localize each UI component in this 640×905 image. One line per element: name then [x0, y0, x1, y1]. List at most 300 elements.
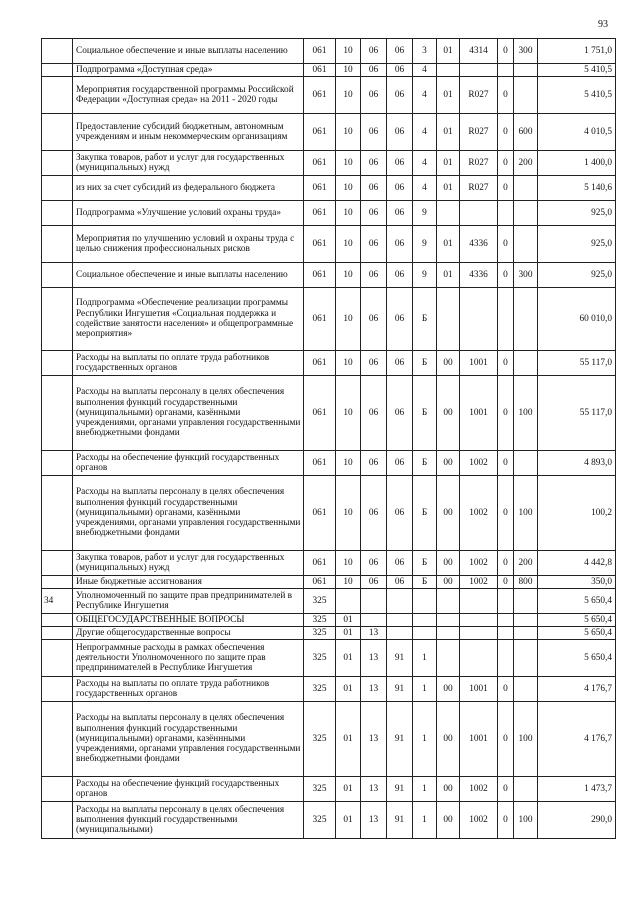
direction-suffix-cell: 0	[498, 802, 514, 839]
section-code-cell: 01	[336, 702, 361, 777]
expense-name-cell: Расходы на обеспечение функций государственных органов	[73, 451, 304, 476]
direction-suffix-cell: 0	[498, 39, 514, 64]
expense-name-cell: Предоставление субсидий бюджетным, автономным учреждениям и иным некоммерческим организациям	[73, 114, 304, 151]
department-code-cell: 061	[304, 351, 336, 376]
event-code-cell: 00	[437, 777, 460, 802]
table-row	[42, 614, 616, 627]
row-number-cell	[42, 802, 73, 839]
expense-name-cell: ОБЩЕГОСУДАРСТВЕННЫЕ ВОПРОСЫ	[73, 614, 304, 627]
direction-code-cell: 1001	[460, 351, 498, 376]
expense-name-cell: Расходы на выплаты персоналу в целях обеспечения выполнения функций государственными (муниципальными) органами, казёнными учреждениями, органами управления государственными внебюджетными фондами	[73, 376, 304, 451]
page-number: 93	[598, 19, 608, 30]
section-code-cell: 01	[336, 802, 361, 839]
table-row	[42, 640, 616, 677]
event-code-cell: 00	[437, 677, 460, 702]
subprogram-code-cell: Б	[413, 376, 437, 451]
program-code-cell: 06	[387, 176, 413, 201]
budget-table	[41, 38, 616, 839]
department-code-cell: 061	[304, 376, 336, 451]
expense-type-code-cell: 100	[514, 702, 538, 777]
row-number-cell	[42, 77, 73, 114]
department-code-cell: 061	[304, 64, 336, 77]
direction-suffix-cell: 0	[498, 114, 514, 151]
expense-type-code-cell: 100	[514, 802, 538, 839]
subprogram-code-cell	[413, 614, 437, 627]
subsection-code-cell: 06	[361, 263, 387, 288]
event-code-cell: 01	[437, 114, 460, 151]
section-code-cell: 01	[336, 627, 361, 640]
subsection-code-cell: 06	[361, 376, 387, 451]
program-code-cell: 06	[387, 263, 413, 288]
expense-type-code-cell: 200	[514, 551, 538, 576]
expense-name-cell: Расходы на выплаты персоналу в целях обеспечения выполнения функций государственными (муниципальными)	[73, 802, 304, 839]
amount-cell: 100,2	[538, 476, 616, 551]
department-code-cell: 325	[304, 614, 336, 627]
amount-cell: 5 410,5	[538, 77, 616, 114]
direction-code-cell: R027	[460, 176, 498, 201]
subprogram-code-cell: 4	[413, 151, 437, 176]
subsection-code-cell: 06	[361, 114, 387, 151]
subsection-code-cell: 06	[361, 201, 387, 226]
subsection-code-cell: 13	[361, 777, 387, 802]
subprogram-code-cell: 9	[413, 263, 437, 288]
expense-name-cell: Подпрограмма «Обеспечение реализации программы Республики Ингушетия «Социальная поддержка и содействие занятости населения» и общепрограммные мероприятия»	[73, 288, 304, 351]
program-code-cell: 06	[387, 201, 413, 226]
subsection-code-cell: 06	[361, 39, 387, 64]
row-number-cell	[42, 677, 73, 702]
expense-type-code-cell	[514, 288, 538, 351]
subprogram-code-cell: 1	[413, 677, 437, 702]
section-code-cell: 10	[336, 114, 361, 151]
table-row	[42, 288, 616, 351]
subprogram-code-cell	[413, 589, 437, 614]
direction-suffix-cell: 0	[498, 677, 514, 702]
subsection-code-cell: 06	[361, 476, 387, 551]
department-code-cell: 061	[304, 226, 336, 263]
table-row	[42, 77, 616, 114]
row-number-cell	[42, 263, 73, 288]
expense-name-cell: Уполномоченный по защите прав предпринимателей в Республике Ингушетия	[73, 589, 304, 614]
expense-name-cell: Закупка товаров, работ и услуг для государственных (муниципальных) нужд	[73, 551, 304, 576]
event-code-cell	[437, 640, 460, 677]
subprogram-code-cell: 4	[413, 176, 437, 201]
table-row	[42, 201, 616, 226]
subprogram-code-cell: 4	[413, 77, 437, 114]
subsection-code-cell: 06	[361, 151, 387, 176]
expense-type-code-cell: 300	[514, 39, 538, 64]
department-code-cell: 061	[304, 77, 336, 114]
program-code-cell: 06	[387, 151, 413, 176]
expense-type-code-cell	[514, 351, 538, 376]
row-number-cell: 34	[42, 589, 73, 614]
direction-code-cell: R027	[460, 151, 498, 176]
direction-code-cell: 1002	[460, 802, 498, 839]
amount-cell: 925,0	[538, 201, 616, 226]
table-row	[42, 702, 616, 777]
subprogram-code-cell: 9	[413, 201, 437, 226]
amount-cell: 1 473,7	[538, 777, 616, 802]
table-row	[42, 576, 616, 589]
event-code-cell	[437, 589, 460, 614]
expense-type-code-cell: 300	[514, 263, 538, 288]
subprogram-code-cell: Б	[413, 576, 437, 589]
direction-code-cell: 1001	[460, 702, 498, 777]
section-code-cell: 10	[336, 263, 361, 288]
department-code-cell: 061	[304, 176, 336, 201]
program-code-cell: 91	[387, 702, 413, 777]
program-code-cell: 06	[387, 576, 413, 589]
direction-code-cell	[460, 627, 498, 640]
subprogram-code-cell: 4	[413, 114, 437, 151]
subprogram-code-cell	[413, 627, 437, 640]
event-code-cell: 00	[437, 476, 460, 551]
subsection-code-cell: 13	[361, 677, 387, 702]
direction-code-cell: 4336	[460, 263, 498, 288]
direction-code-cell: R027	[460, 114, 498, 151]
expense-name-cell: Непрограммные расходы в рамках обеспечения деятельности Уполномоченного по защите прав предпринимателей в Республике Ингушетия	[73, 640, 304, 677]
event-code-cell	[437, 614, 460, 627]
department-code-cell: 325	[304, 589, 336, 614]
subsection-code-cell: 06	[361, 451, 387, 476]
subsection-code-cell: 13	[361, 627, 387, 640]
amount-cell: 4 893,0	[538, 451, 616, 476]
program-code-cell	[387, 589, 413, 614]
direction-suffix-cell: 0	[498, 551, 514, 576]
department-code-cell: 061	[304, 476, 336, 551]
section-code-cell: 01	[336, 677, 361, 702]
direction-suffix-cell: 0	[498, 777, 514, 802]
table-row	[42, 627, 616, 640]
section-code-cell: 10	[336, 151, 361, 176]
event-code-cell: 01	[437, 263, 460, 288]
expense-type-code-cell	[514, 77, 538, 114]
amount-cell: 350,0	[538, 576, 616, 589]
expense-type-code-cell: 800	[514, 576, 538, 589]
direction-code-cell: 1001	[460, 376, 498, 451]
row-number-cell	[42, 476, 73, 551]
expense-type-code-cell: 100	[514, 476, 538, 551]
direction-suffix-cell: 0	[498, 702, 514, 777]
direction-code-cell: 4336	[460, 226, 498, 263]
program-code-cell: 06	[387, 288, 413, 351]
expense-type-code-cell	[514, 176, 538, 201]
row-number-cell	[42, 226, 73, 263]
subsection-code-cell: 13	[361, 802, 387, 839]
table-row	[42, 777, 616, 802]
direction-suffix-cell	[498, 614, 514, 627]
direction-suffix-cell: 0	[498, 263, 514, 288]
subsection-code-cell: 06	[361, 551, 387, 576]
direction-code-cell	[460, 64, 498, 77]
department-code-cell: 061	[304, 114, 336, 151]
direction-code-cell: 1002	[460, 451, 498, 476]
expense-type-code-cell: 100	[514, 376, 538, 451]
event-code-cell: 01	[437, 226, 460, 263]
section-code-cell: 10	[336, 64, 361, 77]
direction-suffix-cell: 0	[498, 77, 514, 114]
table-row	[42, 263, 616, 288]
subprogram-code-cell: Б	[413, 551, 437, 576]
table-row	[42, 351, 616, 376]
expense-type-code-cell	[514, 64, 538, 77]
event-code-cell: 00	[437, 702, 460, 777]
expense-name-cell: Мероприятия по улучшению условий и охраны труда с целью снижения профессиональных рисков	[73, 226, 304, 263]
expense-type-code-cell: 200	[514, 151, 538, 176]
row-number-cell	[42, 201, 73, 226]
direction-code-cell: 1002	[460, 551, 498, 576]
event-code-cell: 00	[437, 451, 460, 476]
expense-type-code-cell	[514, 226, 538, 263]
subsection-code-cell: 06	[361, 64, 387, 77]
direction-suffix-cell: 0	[498, 476, 514, 551]
event-code-cell: 00	[437, 351, 460, 376]
direction-suffix-cell: 0	[498, 451, 514, 476]
subprogram-code-cell: 4	[413, 64, 437, 77]
row-number-cell	[42, 151, 73, 176]
row-number-cell	[42, 288, 73, 351]
program-code-cell	[387, 627, 413, 640]
subprogram-code-cell: Б	[413, 451, 437, 476]
amount-cell: 5 140,6	[538, 176, 616, 201]
event-code-cell	[437, 288, 460, 351]
row-number-cell	[42, 451, 73, 476]
amount-cell: 4 176,7	[538, 702, 616, 777]
direction-suffix-cell	[498, 589, 514, 614]
table-row	[42, 451, 616, 476]
subsection-code-cell: 06	[361, 77, 387, 114]
direction-code-cell	[460, 288, 498, 351]
direction-suffix-cell: 0	[498, 176, 514, 201]
program-code-cell: 06	[387, 451, 413, 476]
row-number-cell	[42, 39, 73, 64]
direction-suffix-cell	[498, 640, 514, 677]
subsection-code-cell: 06	[361, 226, 387, 263]
event-code-cell	[437, 627, 460, 640]
event-code-cell: 00	[437, 551, 460, 576]
section-code-cell: 10	[336, 476, 361, 551]
department-code-cell: 061	[304, 201, 336, 226]
subsection-code-cell: 13	[361, 640, 387, 677]
event-code-cell: 01	[437, 77, 460, 114]
department-code-cell: 061	[304, 288, 336, 351]
amount-cell: 55 117,0	[538, 376, 616, 451]
direction-suffix-cell: 0	[498, 351, 514, 376]
direction-code-cell: 1002	[460, 777, 498, 802]
program-code-cell: 06	[387, 226, 413, 263]
expense-name-cell: Социальное обеспечение и иные выплаты населению	[73, 263, 304, 288]
subprogram-code-cell: Б	[413, 476, 437, 551]
program-code-cell: 91	[387, 640, 413, 677]
expense-type-code-cell	[514, 589, 538, 614]
section-code-cell: 01	[336, 777, 361, 802]
subprogram-code-cell: Б	[413, 288, 437, 351]
subsection-code-cell: 06	[361, 576, 387, 589]
subsection-code-cell: 06	[361, 176, 387, 201]
program-code-cell: 06	[387, 376, 413, 451]
expense-name-cell: Подпрограмма «Улучшение условий охраны труда»	[73, 201, 304, 226]
event-code-cell: 00	[437, 802, 460, 839]
section-code-cell: 10	[336, 77, 361, 114]
expense-type-code-cell	[514, 640, 538, 677]
program-code-cell: 06	[387, 551, 413, 576]
program-code-cell: 06	[387, 351, 413, 376]
event-code-cell: 00	[437, 576, 460, 589]
direction-suffix-cell: 0	[498, 226, 514, 263]
subprogram-code-cell: Б	[413, 351, 437, 376]
row-number-cell	[42, 351, 73, 376]
section-code-cell: 10	[336, 451, 361, 476]
direction-suffix-cell: 0	[498, 151, 514, 176]
department-code-cell: 061	[304, 451, 336, 476]
direction-code-cell: 1002	[460, 476, 498, 551]
table-row	[42, 802, 616, 839]
department-code-cell: 325	[304, 677, 336, 702]
amount-cell: 4 442,8	[538, 551, 616, 576]
section-code-cell: 10	[336, 576, 361, 589]
program-code-cell: 06	[387, 476, 413, 551]
section-code-cell: 10	[336, 226, 361, 263]
subsection-code-cell: 06	[361, 351, 387, 376]
table-row	[42, 39, 616, 64]
program-code-cell: 06	[387, 114, 413, 151]
subsection-code-cell: 13	[361, 702, 387, 777]
table-row	[42, 64, 616, 77]
expense-type-code-cell: 600	[514, 114, 538, 151]
direction-suffix-cell: 0	[498, 576, 514, 589]
expense-name-cell: из них за счет субсидий из федерального бюджета	[73, 176, 304, 201]
row-number-cell	[42, 640, 73, 677]
expense-type-code-cell	[514, 777, 538, 802]
program-code-cell: 06	[387, 77, 413, 114]
department-code-cell: 325	[304, 640, 336, 677]
amount-cell: 4 176,7	[538, 677, 616, 702]
event-code-cell: 01	[437, 151, 460, 176]
direction-suffix-cell	[498, 288, 514, 351]
subprogram-code-cell: 1	[413, 702, 437, 777]
amount-cell: 5 410,5	[538, 64, 616, 77]
event-code-cell: 00	[437, 376, 460, 451]
subprogram-code-cell: 1	[413, 640, 437, 677]
table-row	[42, 677, 616, 702]
expense-name-cell: Социальное обеспечение и иные выплаты населению	[73, 39, 304, 64]
table-row	[42, 176, 616, 201]
subprogram-code-cell: 9	[413, 226, 437, 263]
section-code-cell: 10	[336, 201, 361, 226]
row-number-cell	[42, 576, 73, 589]
section-code-cell: 10	[336, 351, 361, 376]
expense-type-code-cell	[514, 677, 538, 702]
subsection-code-cell: 06	[361, 288, 387, 351]
amount-cell: 925,0	[538, 263, 616, 288]
row-number-cell	[42, 627, 73, 640]
table-row	[42, 151, 616, 176]
program-code-cell: 06	[387, 39, 413, 64]
direction-code-cell: 4314	[460, 39, 498, 64]
row-number-cell	[42, 551, 73, 576]
table-row	[42, 476, 616, 551]
table-row	[42, 226, 616, 263]
direction-code-cell: 1001	[460, 677, 498, 702]
amount-cell: 290,0	[538, 802, 616, 839]
expense-name-cell: Другие общегосударственные вопросы	[73, 627, 304, 640]
direction-suffix-cell	[498, 64, 514, 77]
expense-name-cell: Закупка товаров, работ и услуг для государственных (муниципальных) нужд	[73, 151, 304, 176]
row-number-cell	[42, 702, 73, 777]
row-number-cell	[42, 64, 73, 77]
amount-cell: 1 400,0	[538, 151, 616, 176]
section-code-cell: 01	[336, 640, 361, 677]
department-code-cell: 325	[304, 802, 336, 839]
amount-cell: 925,0	[538, 226, 616, 263]
department-code-cell: 325	[304, 627, 336, 640]
amount-cell: 55 117,0	[538, 351, 616, 376]
expense-name-cell: Подпрограмма «Доступная среда»	[73, 64, 304, 77]
expense-name-cell: Иные бюджетные ассигнования	[73, 576, 304, 589]
event-code-cell: 01	[437, 39, 460, 64]
section-code-cell	[336, 589, 361, 614]
amount-cell: 5 650,4	[538, 614, 616, 627]
department-code-cell: 061	[304, 576, 336, 589]
expense-name-cell: Расходы на обеспечение функций государственных органов	[73, 777, 304, 802]
row-number-cell	[42, 777, 73, 802]
row-number-cell	[42, 614, 73, 627]
direction-suffix-cell	[498, 627, 514, 640]
expense-name-cell: Расходы на выплаты персоналу в целях обеспечения выполнения функций государственными (муниципальными) органами, казённными учреждениями, органами управления государственными внебюджетными фондами	[73, 702, 304, 777]
event-code-cell: 01	[437, 176, 460, 201]
section-code-cell: 10	[336, 551, 361, 576]
section-code-cell: 01	[336, 614, 361, 627]
row-number-cell	[42, 176, 73, 201]
amount-cell: 5 650,4	[538, 627, 616, 640]
direction-code-cell: 1002	[460, 576, 498, 589]
amount-cell: 5 650,4	[538, 589, 616, 614]
table-row	[42, 551, 616, 576]
amount-cell: 4 010,5	[538, 114, 616, 151]
subprogram-code-cell: 1	[413, 777, 437, 802]
table-row	[42, 376, 616, 451]
row-number-cell	[42, 114, 73, 151]
section-code-cell: 10	[336, 376, 361, 451]
amount-cell: 60 010,0	[538, 288, 616, 351]
direction-code-cell	[460, 614, 498, 627]
program-code-cell: 06	[387, 64, 413, 77]
department-code-cell: 325	[304, 777, 336, 802]
direction-code-cell	[460, 589, 498, 614]
program-code-cell	[387, 614, 413, 627]
department-code-cell: 061	[304, 263, 336, 288]
row-number-cell	[42, 376, 73, 451]
expense-name-cell: Расходы на выплаты персоналу в целях обеспечения выполнения функций государственными (муниципальными) органами, казёнными учреждениями, органами управления государственными внебюджетными фондами	[73, 476, 304, 551]
event-code-cell	[437, 201, 460, 226]
program-code-cell: 91	[387, 677, 413, 702]
section-code-cell: 10	[336, 176, 361, 201]
direction-code-cell	[460, 640, 498, 677]
amount-cell: 5 650,4	[538, 640, 616, 677]
expense-name-cell: Расходы на выплаты по оплате труда работников государственных органов	[73, 351, 304, 376]
event-code-cell	[437, 64, 460, 77]
expense-name-cell: Расходы на выплаты по оплате труда работников государственных органов	[73, 677, 304, 702]
program-code-cell: 91	[387, 777, 413, 802]
department-code-cell: 325	[304, 702, 336, 777]
section-code-cell: 10	[336, 288, 361, 351]
direction-code-cell	[460, 201, 498, 226]
expense-type-code-cell	[514, 451, 538, 476]
expense-type-code-cell	[514, 201, 538, 226]
subprogram-code-cell: 3	[413, 39, 437, 64]
expense-type-code-cell	[514, 614, 538, 627]
amount-cell: 1 751,0	[538, 39, 616, 64]
subprogram-code-cell: 1	[413, 802, 437, 839]
